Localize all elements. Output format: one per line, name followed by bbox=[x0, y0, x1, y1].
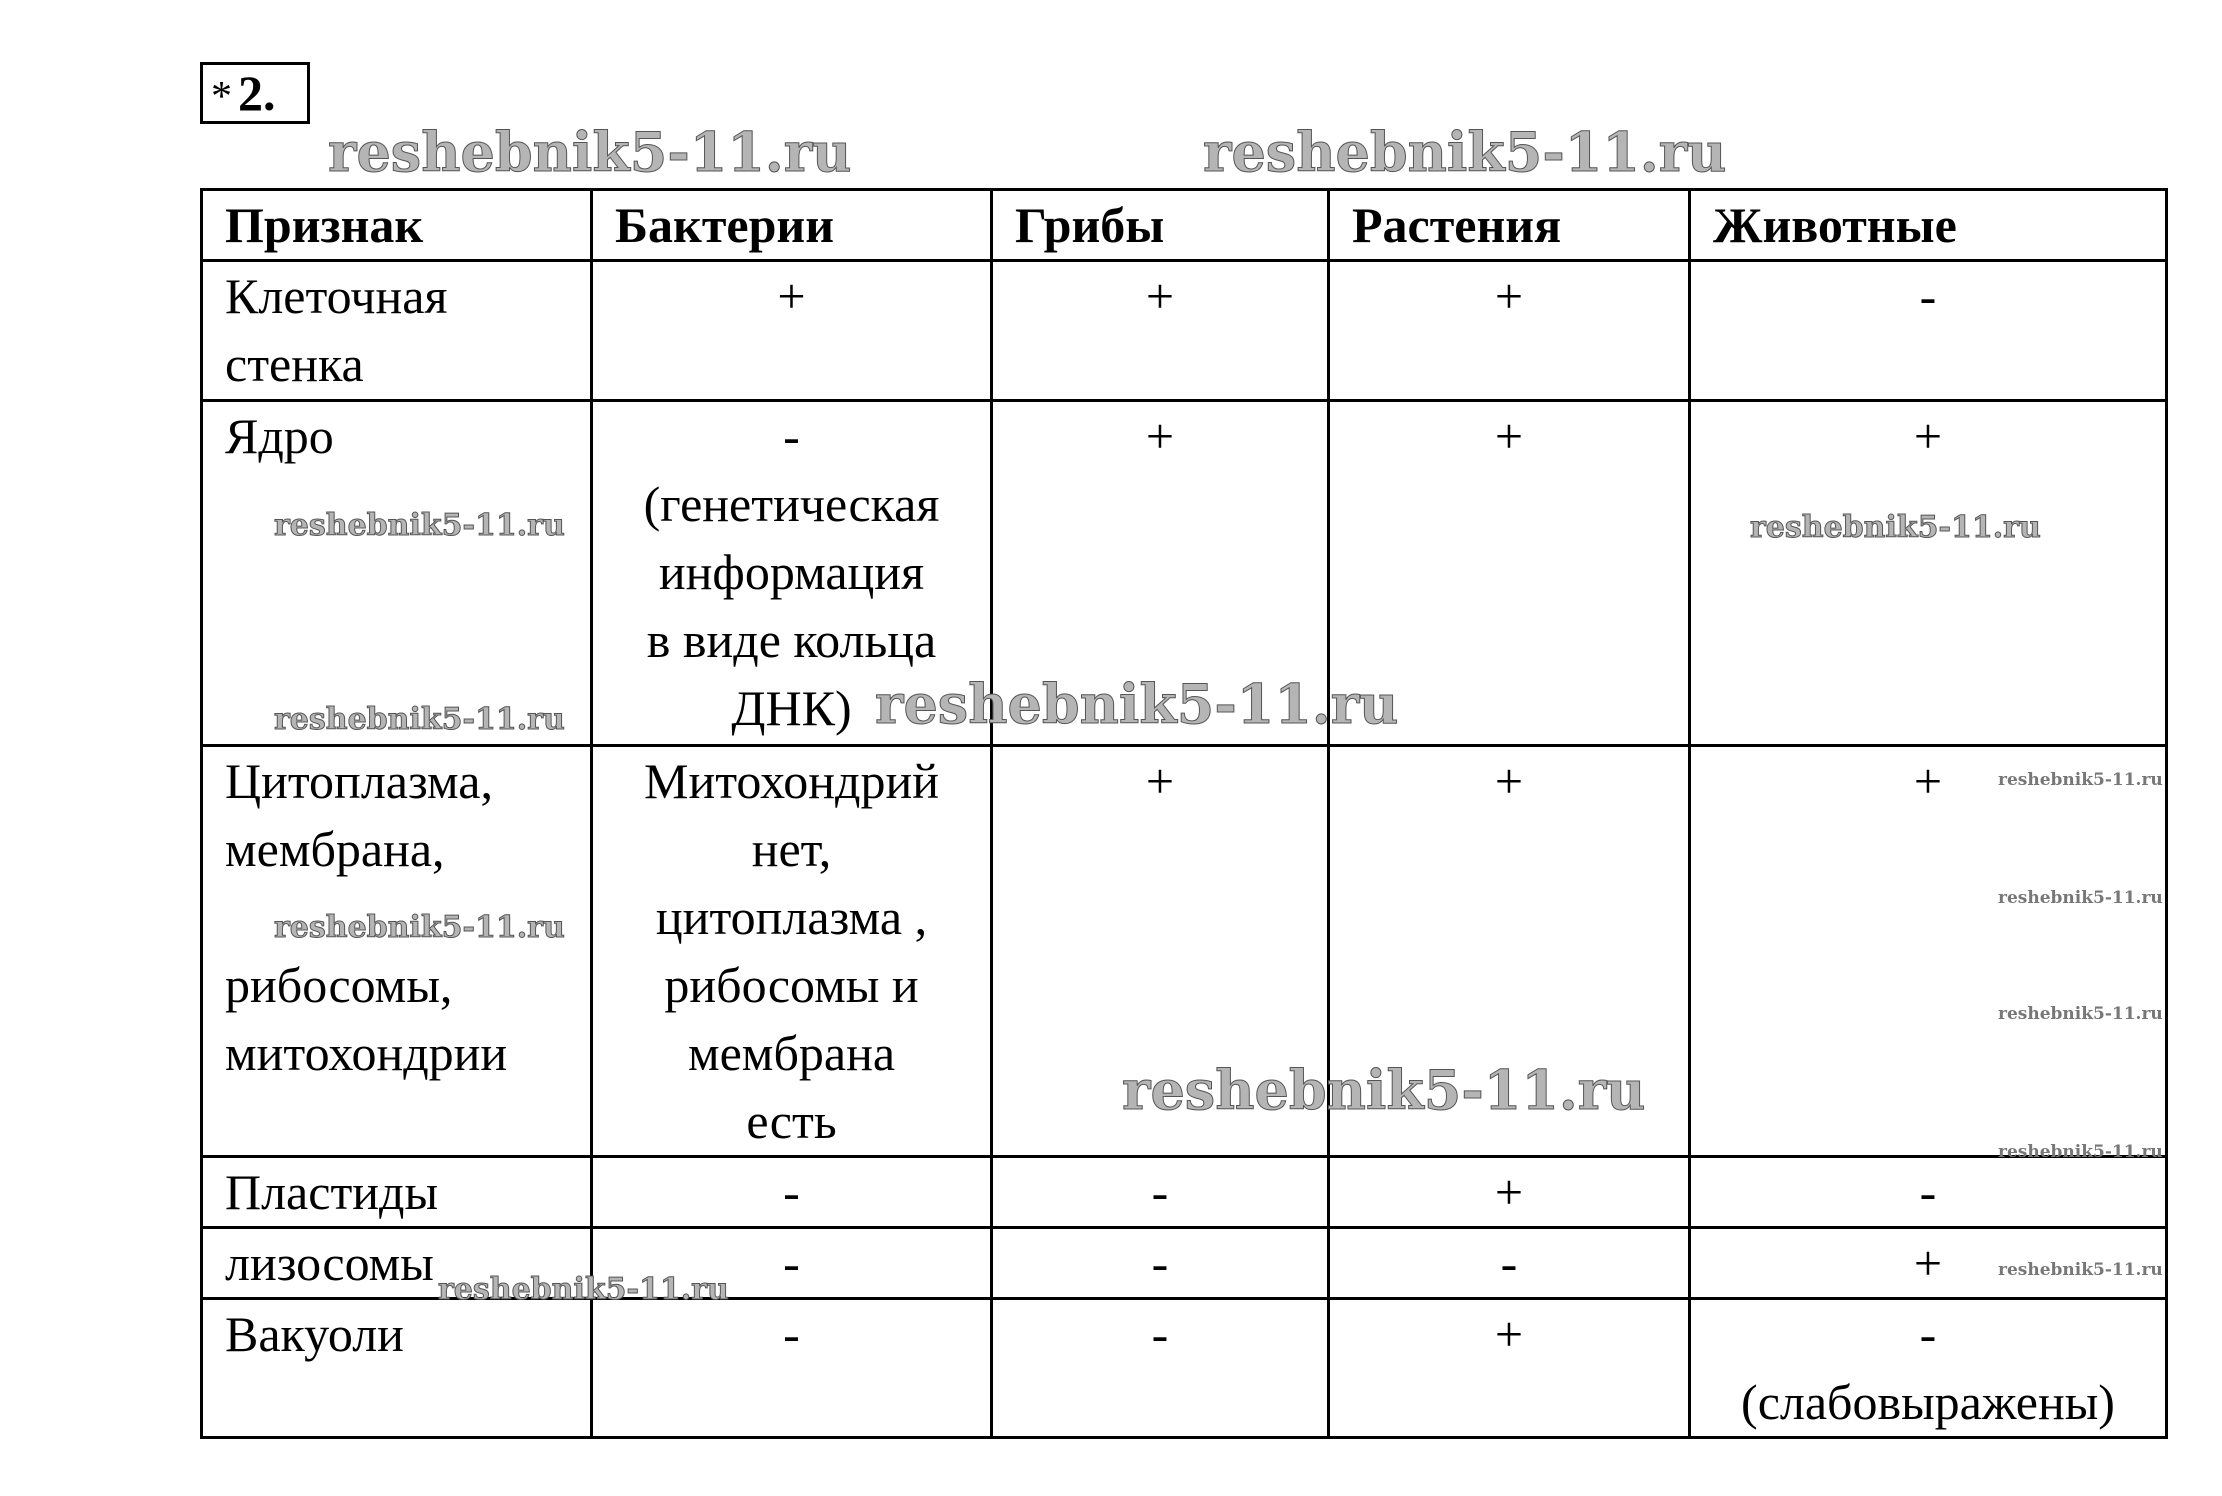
watermark: reshebnik5-11.ru bbox=[1750, 510, 2041, 545]
table-row bbox=[202, 401, 2167, 746]
watermark: reshebnik5-11.ru bbox=[328, 120, 852, 184]
animals-cell: - (слабовыражены) bbox=[1690, 1299, 2167, 1438]
watermark: reshebnik5-11.ru bbox=[1998, 770, 2163, 790]
watermark: reshebnik5-11.ru bbox=[274, 910, 565, 945]
plants-cell: + bbox=[1329, 746, 1690, 1157]
animals-cell: + bbox=[1690, 746, 2167, 1157]
watermark: reshebnik5-11.ru bbox=[438, 1272, 729, 1307]
table-row bbox=[202, 1299, 2167, 1438]
table-row bbox=[202, 746, 2167, 1157]
table-row bbox=[202, 261, 2167, 401]
watermark: reshebnik5-11.ru bbox=[274, 702, 565, 737]
watermark: reshebnik5-11.ru bbox=[274, 508, 565, 543]
plants-cell: + bbox=[1329, 1157, 1690, 1228]
feature-cell: Пластиды bbox=[202, 1157, 592, 1228]
feature-cell: Клеточная стенка bbox=[202, 261, 592, 401]
bacteria-cell: - bbox=[592, 1157, 992, 1228]
feature-cell: Цитоплазма, мембрана, рибосомы, митохондрии bbox=[202, 746, 592, 1157]
fungi-cell: + bbox=[992, 746, 1329, 1157]
bacteria-cell: - bbox=[592, 1228, 992, 1299]
feature-cell: лизосомы bbox=[202, 1228, 592, 1299]
feature-cell: Ядро bbox=[202, 401, 592, 746]
animals-cell: - bbox=[1690, 1157, 2167, 1228]
task-number: 2. bbox=[238, 65, 276, 121]
comparison-table bbox=[200, 188, 2168, 1439]
animals-cell: + bbox=[1690, 401, 2167, 746]
task-number-box bbox=[200, 62, 310, 124]
fungi-cell: - bbox=[992, 1299, 1329, 1438]
fungi-cell: + bbox=[992, 261, 1329, 401]
bacteria-cell: - (генетическая информация в виде кольца ДНК) bbox=[592, 401, 992, 746]
watermark: reshebnik5-11.ru bbox=[1998, 1260, 2163, 1280]
animals-cell: + bbox=[1690, 1228, 2167, 1299]
watermark: reshebnik5-11.ru bbox=[1203, 120, 1727, 184]
fungi-cell: - bbox=[992, 1228, 1329, 1299]
header-feature: Признак bbox=[202, 190, 592, 261]
bacteria-cell: + bbox=[592, 261, 992, 401]
plants-cell: + bbox=[1329, 401, 1690, 746]
header-fungi: Грибы bbox=[992, 190, 1329, 261]
header-animals: Животные bbox=[1690, 190, 2167, 261]
watermark: reshebnik5-11.ru bbox=[875, 672, 1399, 736]
fungi-cell: + bbox=[992, 401, 1329, 746]
table-header-row bbox=[202, 190, 2167, 261]
table-row bbox=[202, 1157, 2167, 1228]
header-bacteria: Бактерии bbox=[592, 190, 992, 261]
watermark: reshebnik5-11.ru bbox=[1998, 1142, 2163, 1162]
table-row bbox=[202, 1228, 2167, 1299]
task-symbol: * bbox=[211, 74, 232, 120]
watermark: reshebnik5-11.ru bbox=[1998, 888, 2163, 908]
plants-cell: + bbox=[1329, 1299, 1690, 1438]
header-plants: Растения bbox=[1329, 190, 1690, 261]
watermark: reshebnik5-11.ru bbox=[1998, 1004, 2163, 1024]
watermark: reshebnik5-11.ru bbox=[1122, 1058, 1646, 1122]
fungi-cell: - bbox=[992, 1157, 1329, 1228]
plants-cell: + bbox=[1329, 261, 1690, 401]
bacteria-cell: - bbox=[592, 1299, 992, 1438]
plants-cell: - bbox=[1329, 1228, 1690, 1299]
bacteria-cell: Митохондрий нет, цитоплазма , рибосомы и мембрана есть bbox=[592, 746, 992, 1157]
animals-cell: - bbox=[1690, 261, 2167, 401]
feature-cell: Вакуоли bbox=[202, 1299, 592, 1438]
